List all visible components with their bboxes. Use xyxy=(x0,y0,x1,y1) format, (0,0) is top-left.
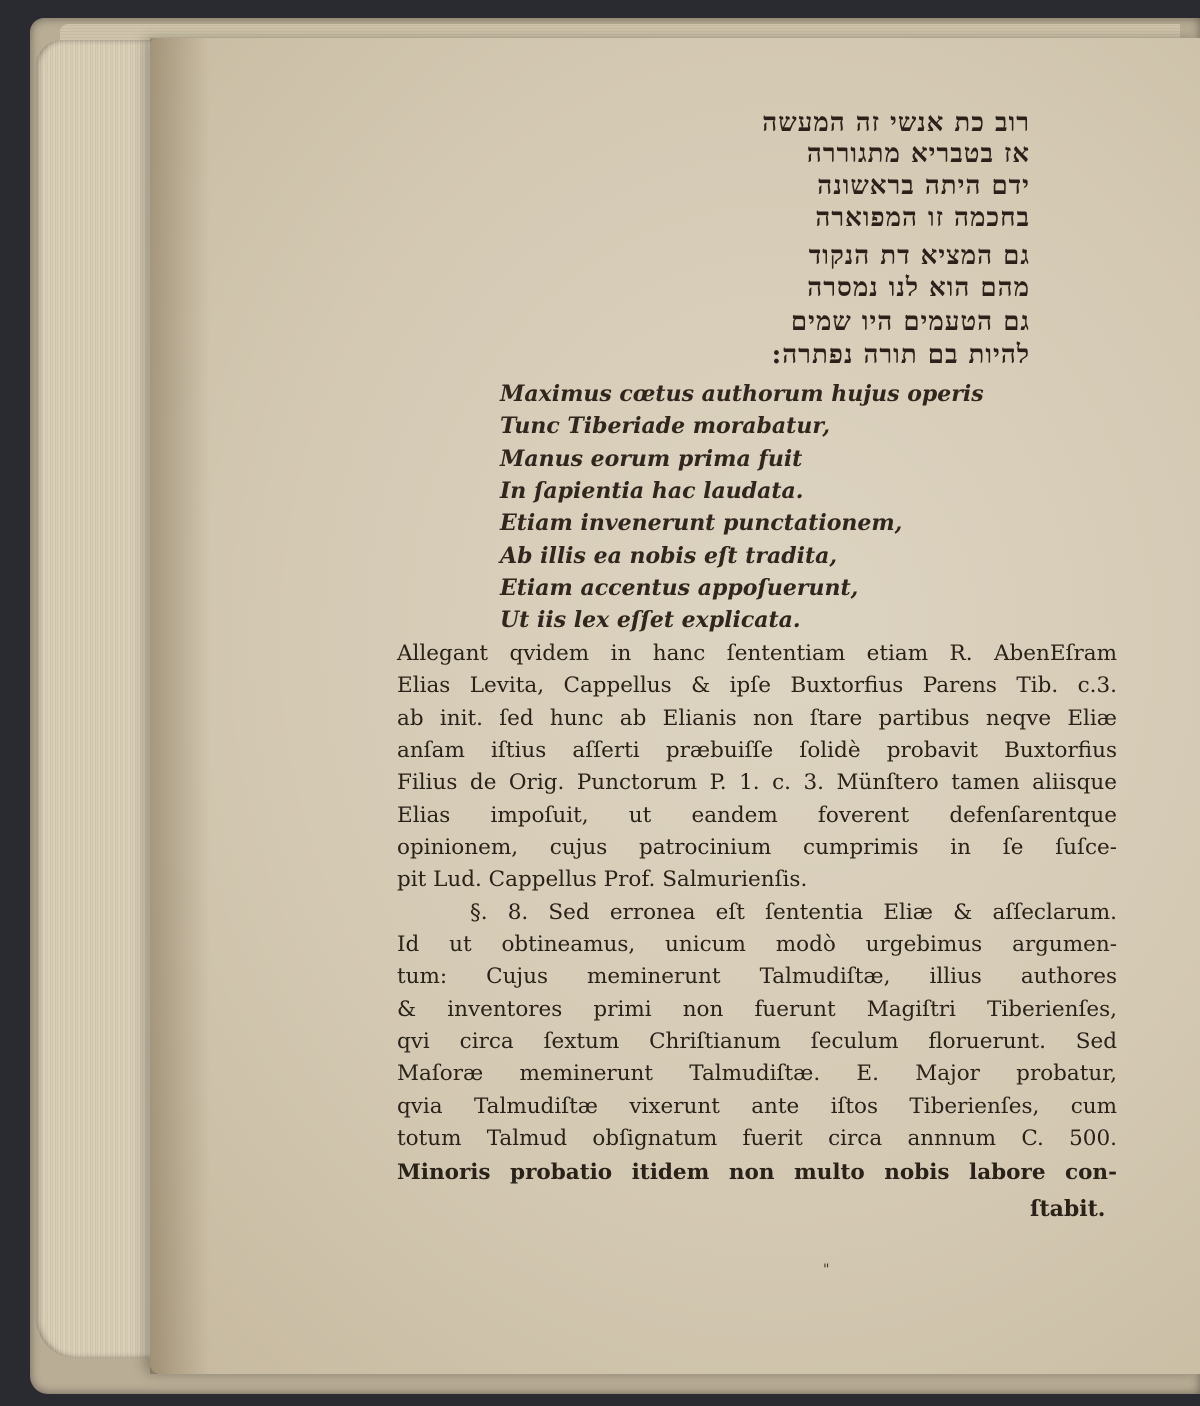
catchword: ſtabit. xyxy=(1030,1196,1106,1222)
paragraph-line: Filius de Orig. Punctorum P. 1. c. 3. Münſtero tamen aliisque xyxy=(397,770,1117,795)
paragraph-line: anſam iſtius aſſerti præbuiſſe ſolidè probavit Buxtorfius xyxy=(397,738,1117,763)
paragraph-line: Id ut obtineamus, unicum modò urgebimus argumen- xyxy=(397,932,1117,957)
latin-verse-line: Ab illis ea nobis eſt tradita, xyxy=(500,543,838,569)
section-heading-line: §. 8. Sed erronea eſt ſententia Eliæ & aſſeclarum. xyxy=(470,900,1117,925)
latin-verse-line: Manus eorum prima fuit xyxy=(500,446,803,472)
paragraph-line: & inventores primi non fuerunt Magiſtri Tiberienſes, xyxy=(397,997,1117,1022)
hebrew-line: גם המציא דת הנקוד xyxy=(808,241,1030,271)
hebrew-line: בחכמה זו המפוארה xyxy=(815,203,1030,233)
latin-verse-line: Maximus cœtus authorum hujus operis xyxy=(500,381,984,407)
paragraph-line: opinionem, cujus patrocinium cumprimis in ſe ſuſce- xyxy=(397,835,1117,860)
hebrew-line: ידם היתה בראשונה xyxy=(817,171,1030,201)
paragraph-line: ab init. ſed hunc ab Elianis non ſtare partibus neqve Eliæ xyxy=(397,706,1117,731)
hebrew-line: מהם הוא לנו נמסרה xyxy=(807,273,1030,303)
paragraph-line: Maſoræ meminerunt Talmudiſtæ. E. Major probatur, xyxy=(397,1061,1117,1086)
paragraph-line: pit Lud. Cappellus Prof. Salmurienſis. xyxy=(397,867,808,892)
hebrew-line: רוב כת אנשי זה המעשה xyxy=(762,108,1030,138)
hebrew-line: גם הטעמים היו שמים xyxy=(790,307,1030,337)
latin-verse-line: Etiam accentus appoſuerunt, xyxy=(500,575,859,601)
latin-verse-line: Tunc Tiberiade morabatur, xyxy=(500,413,830,439)
hebrew-line: להיות בם תורה נפתרה: xyxy=(771,340,1030,370)
paragraph-line: Elias Levita, Cappellus & ipſe Buxtorfius Parens Tib. c.3. xyxy=(397,673,1117,698)
latin-verse-line: Ut iis lex eſſet explicata. xyxy=(500,607,801,633)
paragraph-line: Elias impoſuit, ut eandem foverent defenſarentque xyxy=(397,803,1117,828)
latin-verse-line: Etiam invenerunt punctationem, xyxy=(500,510,903,536)
paragraph-line: tum: Cujus meminerunt Talmudiſtæ, illius authores xyxy=(397,964,1117,989)
signature-mark: " xyxy=(823,1262,830,1278)
paragraph-line: qvia Talmudiſtæ vixerunt ante iſtos Tiberienſes, cum xyxy=(397,1094,1117,1119)
paragraph-line: qvi circa ſextum Chriſtianum ſeculum floruerunt. Sed xyxy=(397,1029,1117,1054)
paragraph-line: totum Talmud obſignatum fuerit circa annnum C. 500. xyxy=(397,1126,1117,1151)
paragraph-line: Minoris probatio itidem non multo nobis labore con- xyxy=(397,1160,1117,1185)
hebrew-line: אז בטבריא מתגוררה xyxy=(806,139,1030,169)
paragraph-line: Allegant qvidem in hanc ſententiam etiam R. AbenEſram xyxy=(397,641,1117,666)
latin-verse-line: In ſapientia hac laudata. xyxy=(500,478,804,504)
